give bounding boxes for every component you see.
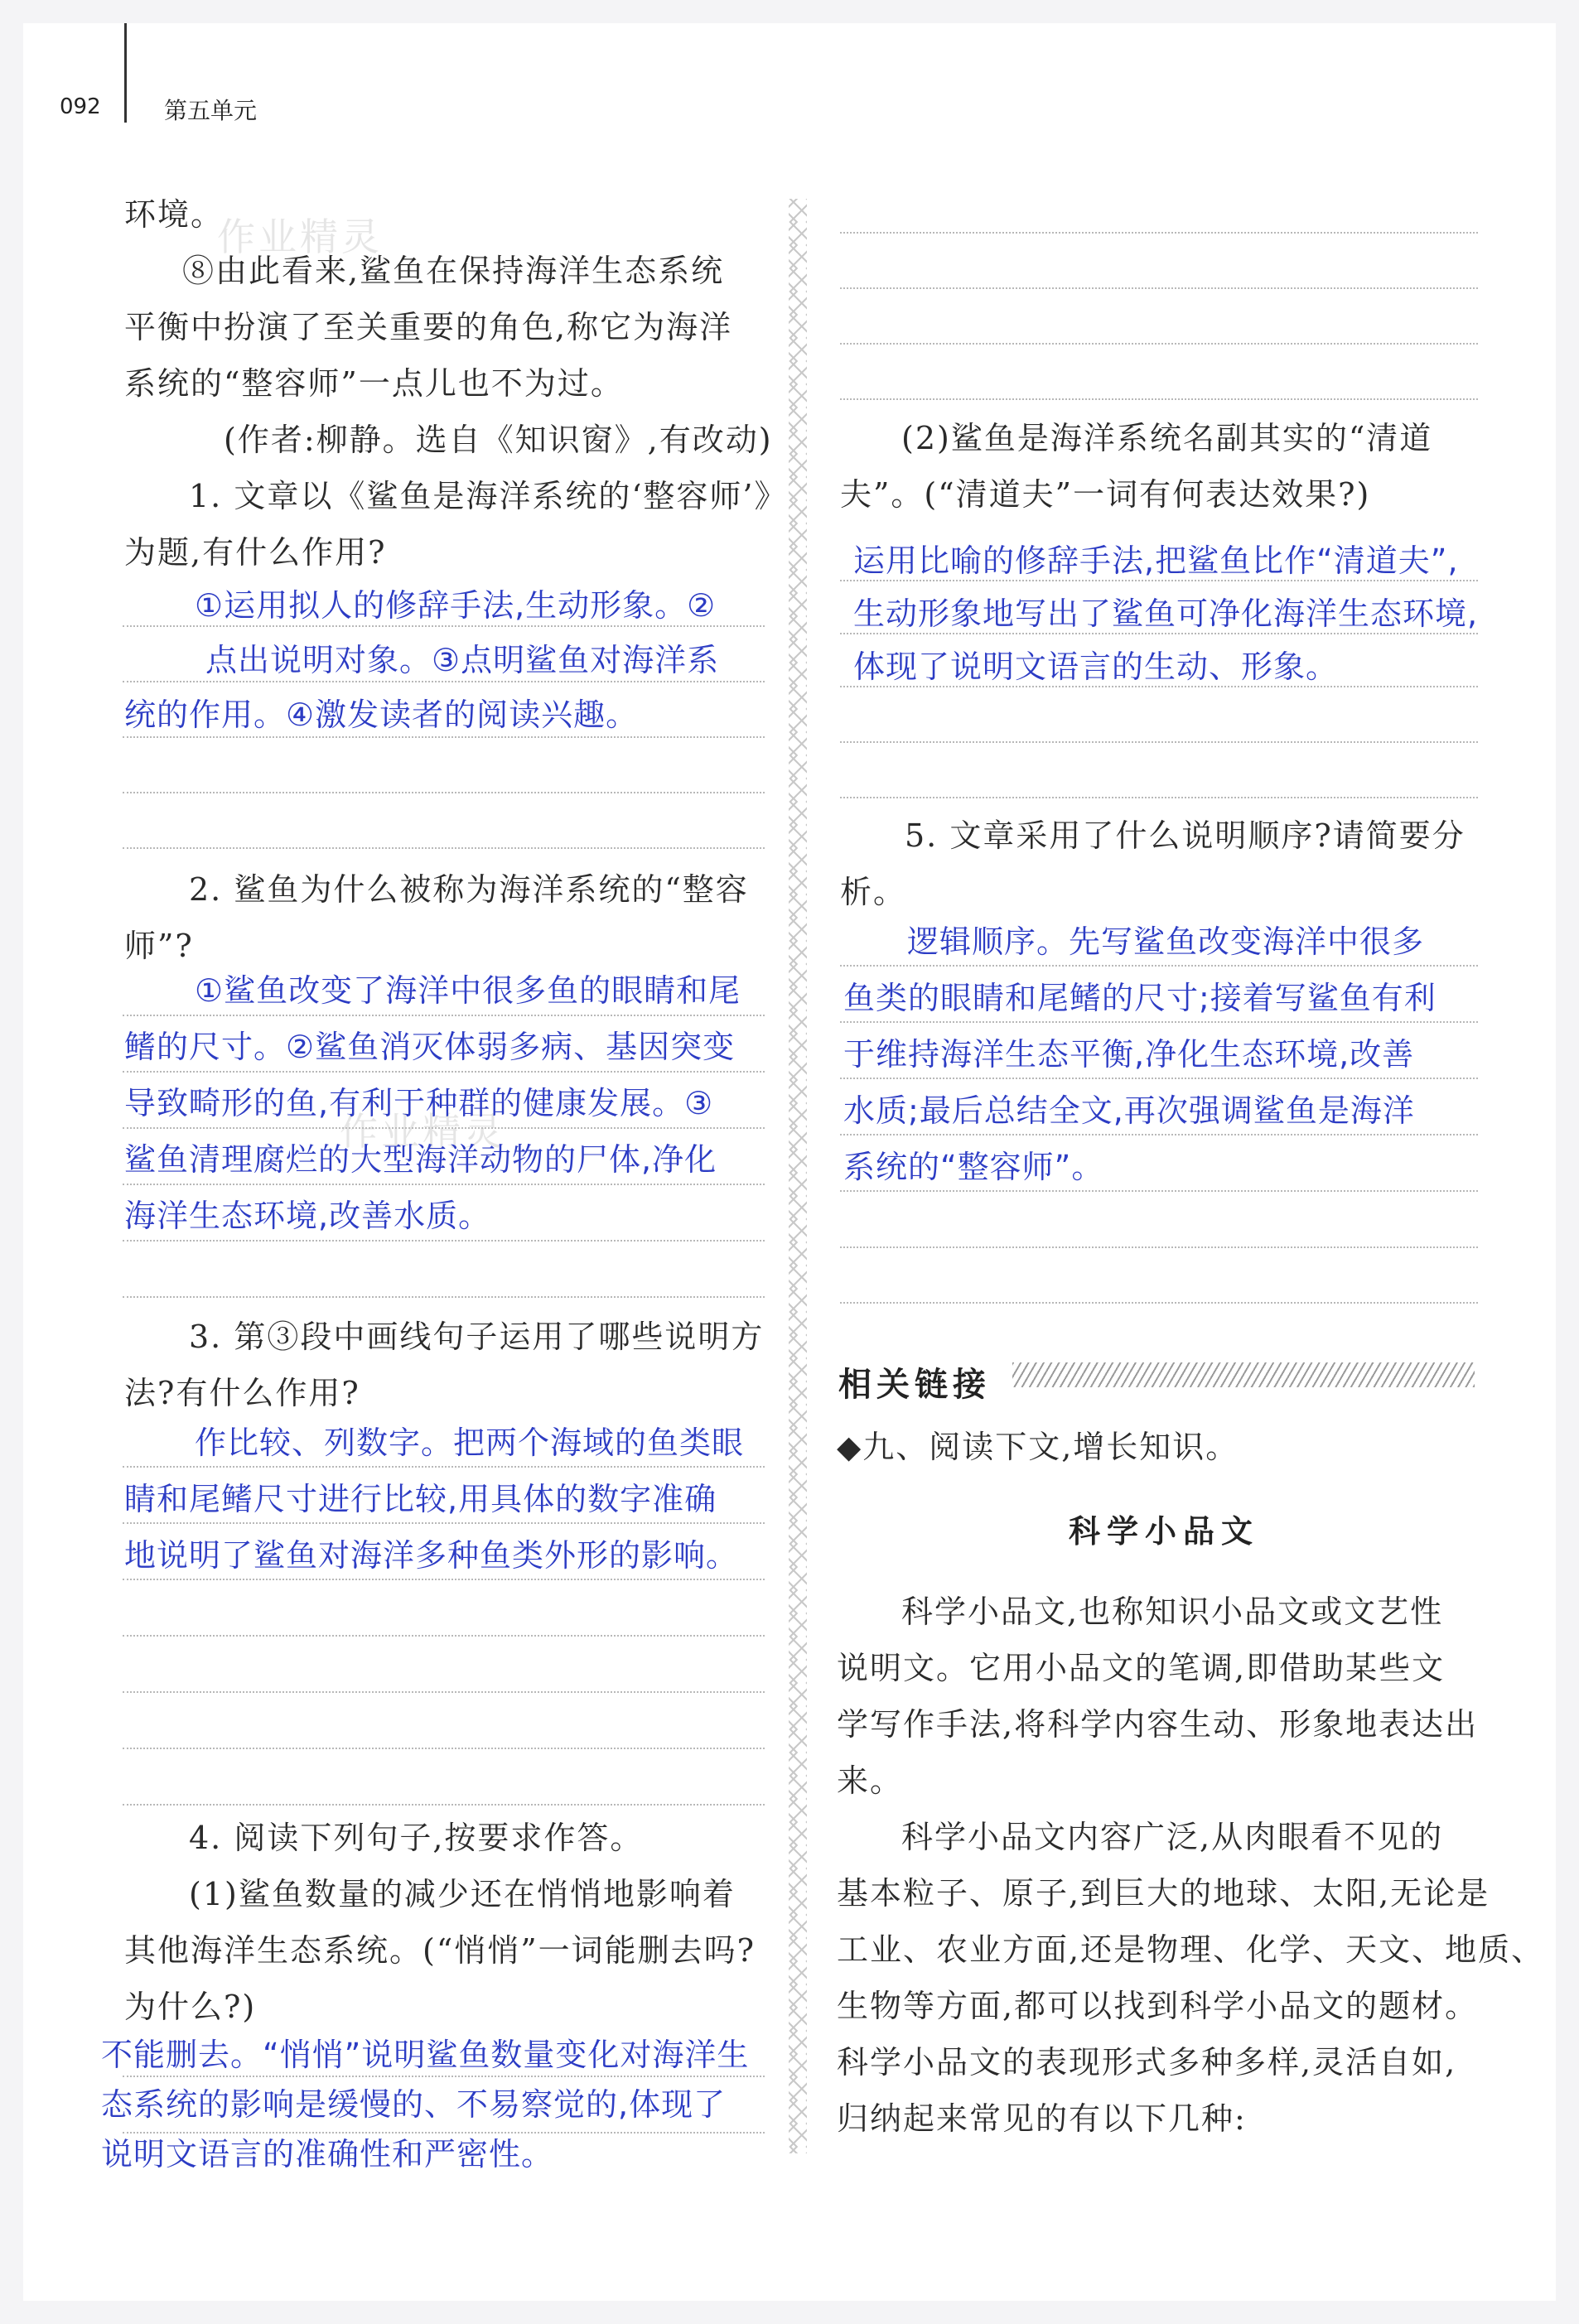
answer-4-1: 态系统的影响是缓慢的、不易察觉的,体现了: [101, 2086, 727, 2123]
answer-line: [123, 1127, 765, 1129]
answer-1: 点出说明对象。③点明鲨鱼对海洋系: [205, 642, 720, 678]
answer-line: [840, 1246, 1478, 1248]
question-4: 4. 阅读下列句子,按要求作答。: [189, 1820, 644, 1856]
watermark: 作业精灵: [340, 1109, 505, 1154]
answer-line: [123, 1691, 765, 1693]
answer-line: [123, 1071, 765, 1073]
essay-paragraph: 说明文。它用小品文的笔调,即借助某些文: [837, 1650, 1446, 1686]
essay-paragraph: 科学小品文的表现形式多种多样,灵活自如,: [837, 2044, 1457, 2081]
question-3: 3. 第③段中画线句子运用了哪些说明方: [189, 1319, 765, 1355]
answer-line: [123, 1240, 765, 1242]
answer-line: [123, 1015, 765, 1016]
question-4-2: (2)鲨鱼是海洋系统名副其实的“清道: [901, 420, 1433, 456]
answer-line: [123, 736, 765, 738]
essay-title: 科学小品文: [1069, 1513, 1260, 1550]
answer-5: 系统的“整容师”。: [843, 1149, 1104, 1185]
question-4-1: 其他海洋生态系统。(“悄悄”一词能删去吗?: [124, 1932, 756, 1969]
task-9: ◆九、阅读下文,增长知识。: [837, 1429, 1239, 1465]
paragraph-text: ⑧由此看来,鲨鱼在保持海洋生态系统: [182, 253, 725, 289]
answer-line: [840, 1021, 1478, 1023]
answer-line: [123, 792, 765, 793]
answer-5: 鱼类的眼睛和尾鳍的尺寸;接着写鲨鱼有利: [843, 980, 1437, 1016]
answer-line: [840, 741, 1478, 743]
answer-2: 导致畸形的鱼,有利于种群的健康发展。③: [124, 1085, 714, 1121]
essay-paragraph: 工业、农业方面,还是物理、化学、天文、地质、: [837, 1931, 1545, 1968]
answer-4-1: 不能删去。“悄悄”说明鲨鱼数量变化对海洋生: [101, 2037, 750, 2073]
related-links-title: 相关链接: [838, 1366, 991, 1404]
essay-paragraph: 学写作手法,将科学内容生动、形象地表达出: [837, 1706, 1479, 1743]
answer-2: 鳍的尺寸。②鲨鱼消灭体弱多病、基因突变: [124, 1029, 736, 1065]
answer-line: [123, 681, 765, 682]
answer-line: [840, 232, 1478, 234]
answer-line: [840, 287, 1478, 289]
question-3: 法?有什么作用?: [124, 1375, 360, 1411]
answer-line: [840, 797, 1478, 798]
answer-line: [840, 1078, 1478, 1079]
answer-2: 鲨鱼清理腐烂的大型海洋动物的尸体,净化: [124, 1141, 717, 1178]
page-number: 092: [60, 94, 101, 119]
answer-line: [123, 1466, 765, 1468]
answer-line: [123, 1748, 765, 1749]
answer-line: [123, 1635, 765, 1637]
essay-paragraph: 科学小品文,也称知识小品文或文艺性: [901, 1594, 1444, 1630]
answer-line: [840, 1134, 1478, 1135]
answer-line: [123, 1184, 765, 1185]
question-4-1: 为什么?): [124, 1989, 257, 2025]
title-hatch-decoration: [1012, 1362, 1475, 1387]
source-citation: (作者:柳静。选自《知识窗》,有改动): [224, 422, 773, 458]
answer-4-2: 体现了说明文语言的生动、形象。: [853, 649, 1339, 685]
answer-3: 睛和尾鳍尺寸进行比较,用具体的数字准确: [124, 1481, 717, 1517]
column-divider: [789, 199, 807, 2153]
essay-paragraph: 科学小品文内容广泛,从肉眼看不见的: [901, 1819, 1444, 1855]
answer-1: ①运用拟人的修辞手法,生动形象。②: [195, 587, 717, 624]
answer-5: 水质;最后总结全文,再次强调鲨鱼是海洋: [843, 1092, 1415, 1129]
answer-line: [123, 2076, 765, 2077]
answer-line: [123, 1522, 765, 1524]
answer-4-1: 说明文语言的准确性和严密性。: [101, 2136, 554, 2172]
answer-line: [123, 1579, 765, 1580]
answer-2: 海洋生态环境,改善水质。: [124, 1198, 491, 1234]
answer-3: 作比较、列数字。把两个海域的鱼类眼: [195, 1425, 745, 1461]
answer-2: ①鲨鱼改变了海洋中很多鱼的眼睛和尾: [195, 972, 741, 1009]
answer-1: 统的作用。④激发读者的阅读兴趣。: [124, 697, 639, 733]
answer-line: [123, 1296, 765, 1298]
question-1: 1. 文章以《鲨鱼是海洋系统的‘整容师’》: [189, 478, 788, 514]
question-5: 析。: [840, 874, 907, 910]
question-5: 5. 文章采用了什么说明顺序?请简要分: [905, 817, 1466, 854]
answer-line: [840, 398, 1478, 400]
question-2: 师”?: [124, 928, 194, 964]
essay-paragraph: 来。: [837, 1762, 904, 1799]
paragraph-text: 环境。: [124, 196, 225, 233]
answer-line: [840, 343, 1478, 345]
answer-line: [840, 686, 1478, 687]
answer-4-2: 生动形象地写出了鲨鱼可净化海洋生态环境,: [853, 595, 1479, 632]
paragraph-text: 平衡中扮演了至关重要的角色,称它为海洋: [124, 309, 733, 345]
paragraph-text: 系统的“整容师”一点儿也不为过。: [124, 365, 624, 402]
answer-line: [123, 1804, 765, 1806]
question-1: 为题,有什么作用?: [124, 534, 387, 571]
answer-line: [840, 633, 1478, 634]
question-2: 2. 鲨鱼为什么被称为海洋系统的“整容: [189, 871, 749, 908]
unit-title: 第五单元: [164, 97, 258, 124]
answer-5: 逻辑顺序。先写鲨鱼改变海洋中很多: [907, 923, 1425, 960]
answer-line: [123, 847, 765, 849]
essay-paragraph: 基本粒子、原子,到巨大的地球、太阳,无论是: [837, 1875, 1490, 1912]
answer-line: [123, 625, 765, 627]
answer-line: [840, 965, 1478, 967]
header-rule: [124, 23, 127, 123]
question-4-1: (1)鲨鱼数量的减少还在悄悄地影响着: [189, 1876, 736, 1912]
essay-paragraph: 归纳起来常见的有以下几种:: [837, 2100, 1247, 2137]
answer-3: 地说明了鲨鱼对海洋多种鱼类外形的影响。: [124, 1537, 739, 1574]
answer-line: [840, 1190, 1478, 1192]
answer-line: [123, 2132, 765, 2134]
answer-4-2: 运用比喻的修辞手法,把鲨鱼比作“清道夫”,: [853, 542, 1459, 579]
essay-paragraph: 生物等方面,都可以找到科学小品文的题材。: [837, 1988, 1479, 2024]
question-4-2: 夫”。(“清道夫”一词有何表达效果?): [840, 476, 1371, 513]
answer-5: 于维持海洋生态平衡,净化生态环境,改善: [843, 1036, 1415, 1073]
answer-line: [840, 1302, 1478, 1304]
answer-line: [840, 580, 1478, 581]
watermark: 作业精灵: [217, 215, 383, 259]
